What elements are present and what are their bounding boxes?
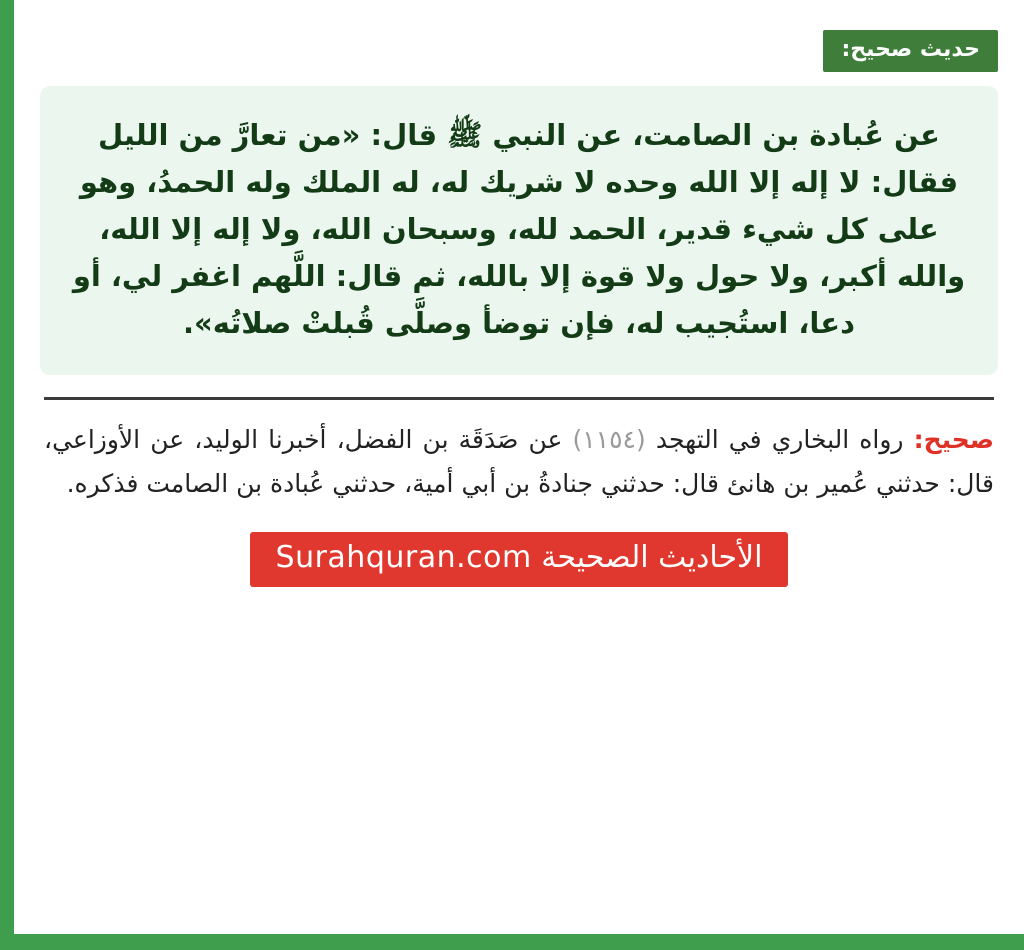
takhrij-reference-number: (١١٥٤) [572,425,646,455]
takhrij-grade-label: صحيح: [913,425,994,455]
takhrij-source-text: رواه البخاري في التهجد [655,425,904,455]
hadith-body-text: عن عُبادة بن الصامت، عن النبي ﷺ قال: «من تعارَّ من الليل فقال: لا إله إلا الله وحده لا شريك له، له الملك وله الحمدُ، وهو على كل شيء قدير، الحمد لله، وسبحان الله، ولا إله إلا الله، والله أكبر، ولا حول ولا قوة إلا بالله، ثم قال: اللَّهم اغفر لي، أو دعا، استُجيب له، فإن توضأ وصلَّى قُبلتْ صلاتُه». [72,118,966,341]
bottom-accent-bar [0,934,1024,950]
site-badge[interactable] [250,532,789,587]
hadith-text-box [40,86,998,375]
site-name: Surahquran.com [275,539,532,575]
site-tagline: الأحاديث الصحيحة [541,539,763,575]
status-badge: حديث صحيح: [823,30,998,72]
takhrij-paragraph [40,418,998,506]
takhrij-chain-text: عن صَدَقَة بن الفضل، أخبرنا الوليد، عن الأوزاعي، قال: حدثني عُمير بن هانئ قال: حدثني جنادةُ بن أبي أمية، حدثني عُبادة بن الصامت فذكره. [44,425,994,498]
section-divider [44,397,994,400]
grade-badge-row [40,30,998,72]
hadith-card [14,0,1024,934]
footer-row [40,532,998,587]
left-accent-bar [0,0,14,950]
